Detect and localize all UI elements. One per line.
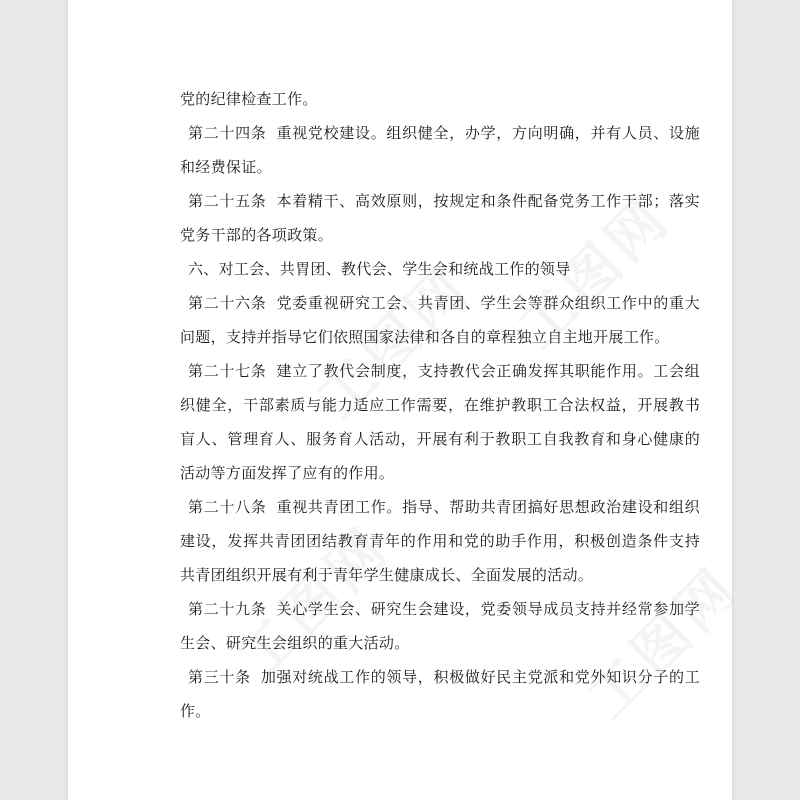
paragraph-text: 重视共青团工作。指导、帮助共青团搞好思想政治建设和组织建设，发挥共青团团结教育青年的作用和党的助手作用，积极创造条件支持共青团组织开展有利于青年学生健康成长、全面发展的活动。 — [180, 498, 700, 584]
section-heading — [180, 252, 700, 286]
document-body — [180, 82, 700, 728]
article-paragraph — [180, 592, 700, 660]
section-heading-text: 六、对工会、共胃团、教代会、学生会和统战工作的领导 — [188, 260, 571, 278]
paragraph-text: 建立了教代会制度，支持教代会正确发挥其职能作用。工会组织健全，干部素质与能力适应工作需要，在维护教职工合法权益，开展教书盲人、管理育人、服务育人活动，开展有利于教职工自我教育和身心健康的活动等方面发挥了应有的作用。 — [180, 362, 700, 482]
paragraph-text: 重视党校建设。组织健全，办学，方向明确，并有人员、设施和经费保证。 — [180, 124, 700, 176]
paragraph-text: 关心学生会、研究生会建设，党委领导成员支持并经常参加学生会、研究生会组织的重大活动。 — [180, 600, 700, 652]
document-page — [68, 0, 732, 800]
article-paragraph — [180, 490, 700, 592]
article-number: 第二十九条 — [188, 600, 267, 618]
article-number: 第二十七条 — [188, 362, 267, 380]
paragraph — [180, 82, 700, 116]
article-number: 第三十条 — [188, 668, 251, 686]
paragraph-text: 加强对统战工作的领导，积极做好民主党派和党外知识分子的工作。 — [180, 668, 701, 720]
article-paragraph — [180, 116, 700, 184]
article-paragraph — [180, 286, 700, 354]
article-paragraph — [180, 660, 700, 728]
article-number: 第二十四条 — [188, 124, 267, 142]
article-paragraph — [180, 184, 700, 252]
article-number: 第二十八条 — [188, 498, 267, 516]
paragraph-text: 本着精干、高效原则，按规定和条件配备党务工作干部；落实党务干部的各项政策。 — [180, 192, 700, 244]
article-number: 第二十六条 — [188, 294, 267, 312]
article-paragraph — [180, 354, 700, 490]
paragraph-text: 党的纪律检查工作。 — [180, 90, 318, 108]
paragraph-text: 党委重视研究工会、共青团、学生会等群众组织工作中的重大问题，支持并指导它们依照国家法律和各自的章程独立自主地开展工作。 — [180, 294, 700, 346]
article-number: 第二十五条 — [188, 192, 267, 210]
